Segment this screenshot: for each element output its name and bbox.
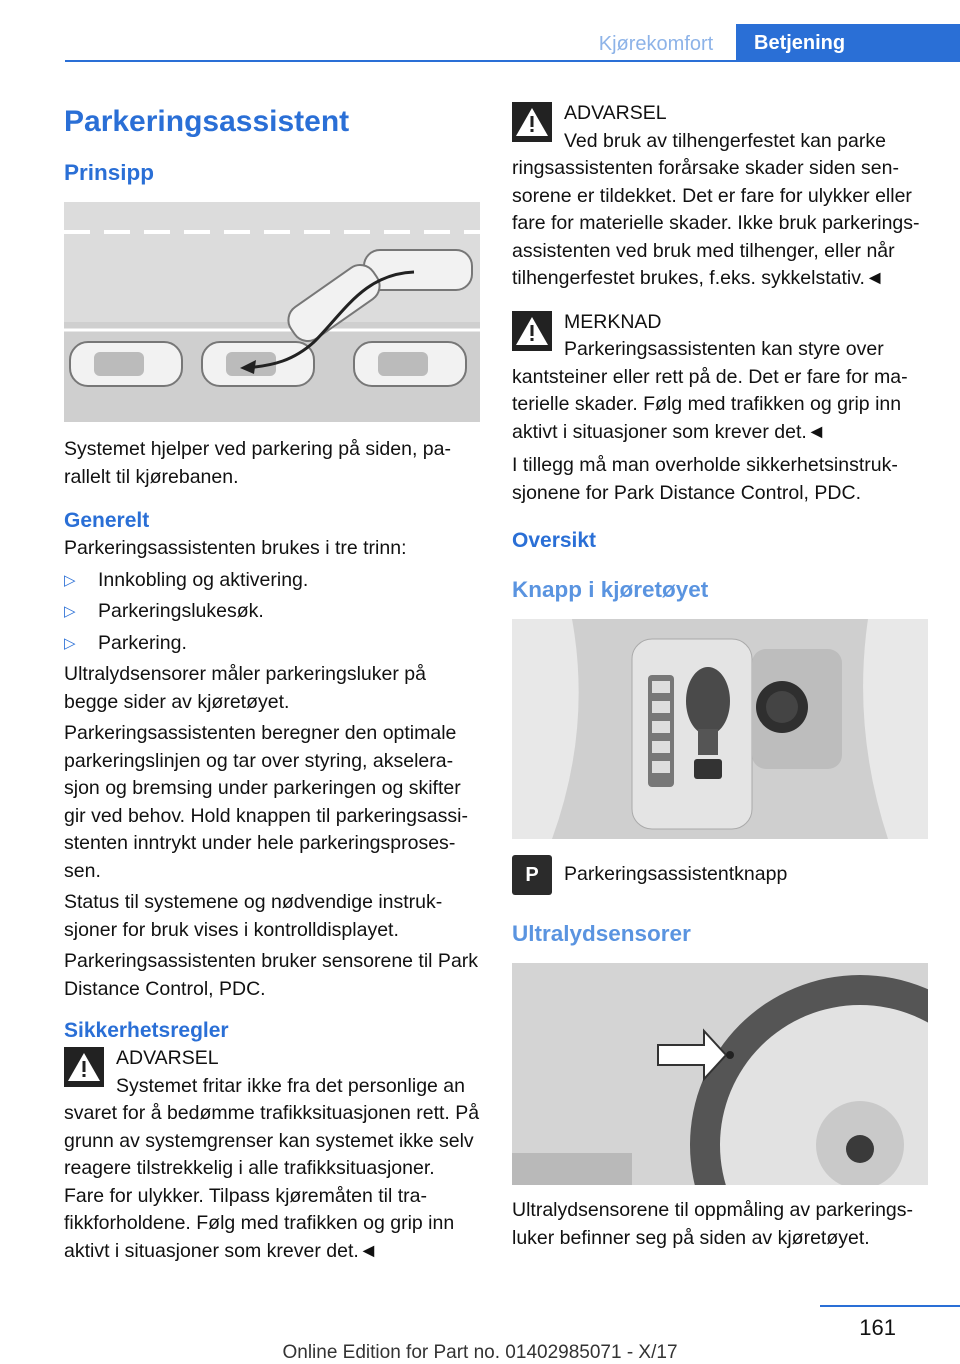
- steps-list: [64, 567, 480, 658]
- list-item: ▷ Parkeringslukesøk.: [64, 598, 480, 626]
- paragraph: Parkeringsassistenten beregner den optimale parkeringslinjen og tar over styring, akselerasjon og bremsing under parkeringen og skifter gir ved behov. Hold knappen til parkeringsassistenten inntrykt under hele parkeringsprosessen.: [64, 722, 468, 882]
- warning-text: ringsassistenten forårsake skader siden sensorene er tildekket. Det er fare for ulykker eller fare for materielle skader. Ikke bruk parkeringsassistenten ved bruk med tilhenger, eller når tilhengerfestet brukes, f.eks. sykkelstativ.◄: [512, 157, 920, 289]
- warning-block: [512, 100, 928, 293]
- warning-label: ADVARSEL: [116, 1047, 219, 1069]
- heading-sikkerhetsregler: Sikkerhetsregler: [64, 1019, 229, 1042]
- heading-prinsipp: Prinsipp: [64, 160, 155, 185]
- tab-betjening[interactable]: Betjening: [736, 24, 960, 62]
- parking-principle-image: [64, 202, 480, 422]
- page-number: 161: [859, 1315, 896, 1340]
- header-rule: [65, 60, 960, 62]
- note-label: MERKNAD: [564, 310, 662, 333]
- note-block: [512, 309, 928, 447]
- warning-text-first: Ved bruk av tilhengerfestet kan parke: [564, 129, 886, 152]
- list-item: ▷ Innkobling og aktivering.: [64, 567, 480, 595]
- paragraph: Ultralydsensorer måler parkeringsluker på begge sider av kjøretøyet.: [64, 663, 426, 713]
- right-column: [512, 100, 928, 1252]
- button-caption: Parkeringsassistentknapp: [564, 863, 788, 885]
- triangle-bullet-icon: ▷: [64, 603, 76, 620]
- heading-knapp: Knapp i kjøretøyet: [512, 577, 709, 602]
- ultra-caption: Ultralydsensorene til oppmåling av parkeringsluker befinner seg på siden av kjøretøyet.: [512, 1199, 914, 1249]
- page-title: Parkeringsassistent: [64, 105, 350, 138]
- button-legend: [512, 855, 928, 899]
- prinsipp-caption: Systemet hjelper ved parkering på siden, parallelt til kjørebanen.: [64, 438, 451, 488]
- warning-block: [64, 1045, 480, 1265]
- triangle-bullet-icon: ▷: [64, 571, 76, 589]
- note-text: kantsteiner eller rett på de. Det er fare for materielle skader. Følg med trafikken og grip inn aktivt i situasjoner som krever det.◄: [512, 365, 908, 443]
- warning-text-first: Systemet fritar ikke fra det personlige an: [116, 1074, 465, 1097]
- heading-ultralydsensorer: Ultralydsensorer: [512, 921, 691, 946]
- warning-label: ADVARSEL: [564, 102, 667, 124]
- footer-rule: [820, 1305, 960, 1307]
- generelt-intro: Parkeringsassistenten brukes i tre trinn:: [64, 537, 407, 559]
- center-console-image: [512, 619, 928, 839]
- warning-icon: [512, 311, 552, 351]
- list-item: ▷ Parkering.: [64, 630, 480, 658]
- paragraph: Status til systemene og nødvendige instruksjoner for bruk vises i kontrolldisplayet.: [64, 891, 443, 941]
- ultrasonic-sensor-image: [512, 963, 928, 1185]
- note-text-first: Parkeringsassistenten kan styre over: [564, 338, 884, 360]
- header-nav: [0, 24, 960, 62]
- left-column: [64, 100, 480, 1265]
- warning-icon: [512, 102, 552, 142]
- parking-assistant-button-icon: P: [512, 855, 552, 895]
- paragraph: Parkeringsassistenten bruker sensorene til Park Distance Control, PDC.: [64, 950, 479, 1000]
- heading-oversikt: Oversikt: [512, 529, 597, 552]
- paragraph-pdc: I tillegg må man overholde sikkerhetsinstruksjonene for Park Distance Control, PDC.: [512, 454, 898, 504]
- triangle-bullet-icon: ▷: [64, 634, 76, 652]
- heading-generelt: Generelt: [64, 509, 150, 532]
- warning-text: svaret for å bedømme trafikksituasjonen rett. På grunn av systemgrenser kan systemet ikke selv reagere tilstrekkelig i alle trafikksituasjoner. Fare for ulykker. Tilpass kjøremåten til trafikkforholdene. Følg med trafikken og grip inn aktivt i situasjoner som krever det.◄: [64, 1102, 480, 1262]
- warning-icon: [64, 1047, 104, 1087]
- tab-kjorekomfort[interactable]: Kjørekomfort: [598, 33, 714, 55]
- edition-footer: Online Edition for Part no. 01402985071 - X/17: [282, 1342, 678, 1363]
